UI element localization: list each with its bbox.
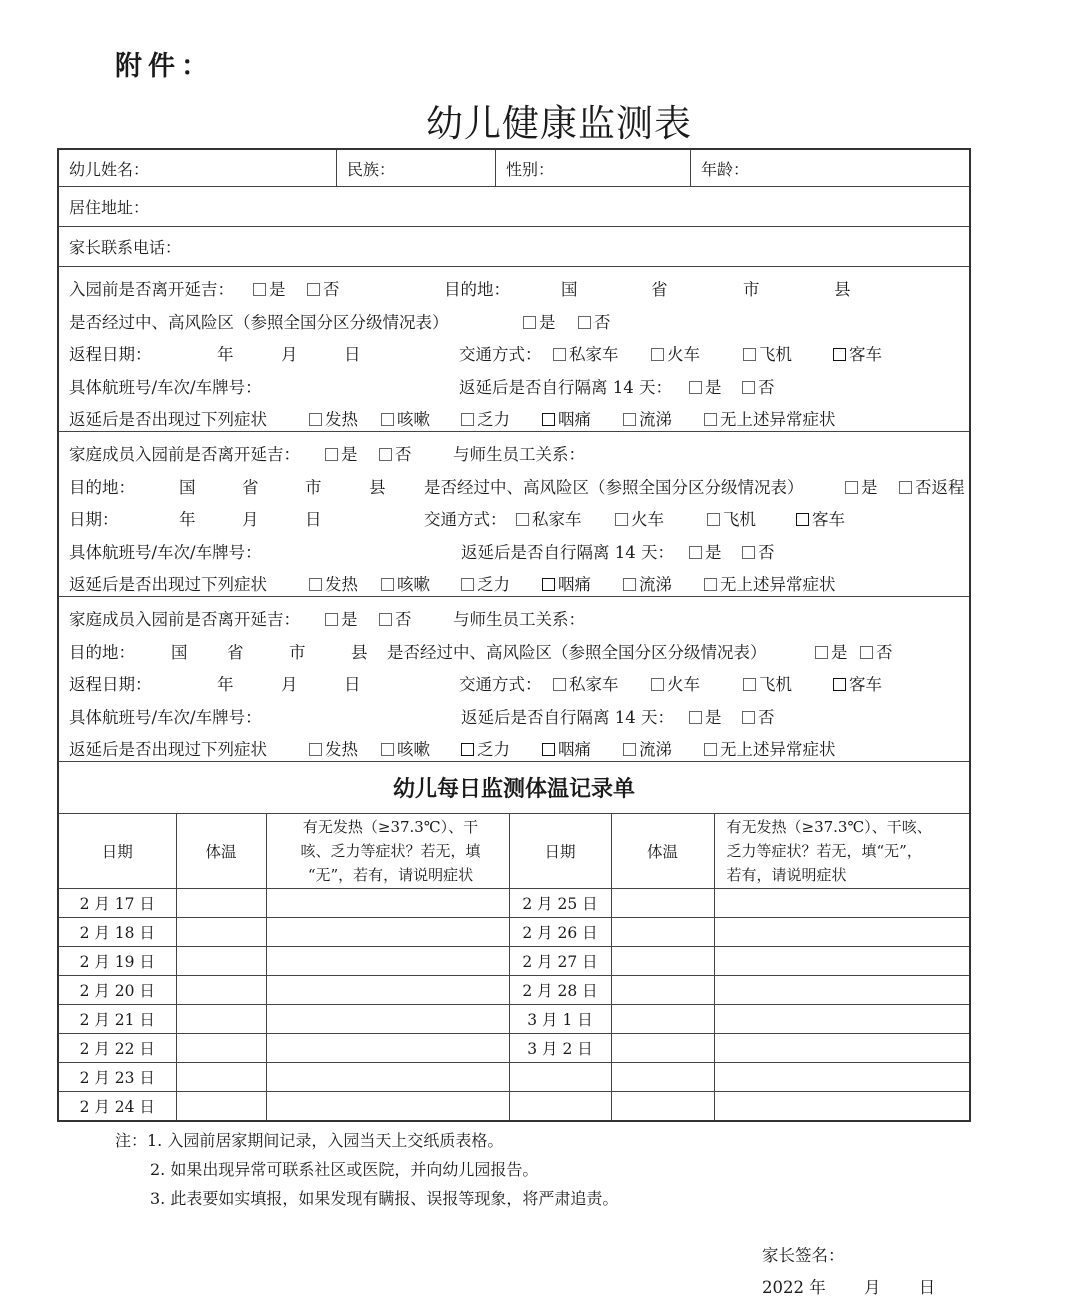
date-cell: 2 月 26 日 (509, 918, 611, 947)
family-travel-section-1: 家庭成员入园前是否离开延吉： 是 否 与师生员工关系： 目的地： 国 省 市 县 是否经过中、高风险区（参照全国分区分级情况表） 是 否返程 日期： 年 月 日 交通方式： 私家车 火车 飞机 客车 具体航班号/车次/车牌号： 返延后是否自行隔离 14 天： 是 否 返延后是否出现过下列症状 发热 咳嗽 乏力 咽痛 流涕 无上述异常症状 (59, 432, 969, 597)
note-item: 3. 此表要如实填报，如果发现有瞒报、误报等现象，将严肃追责。 (150, 1189, 619, 1208)
temp-input[interactable] (176, 918, 266, 947)
risk-yes-checkbox[interactable]: 是 (523, 309, 556, 333)
fam1-symptom-cough-checkbox[interactable]: 咳嗽 (381, 571, 430, 595)
table-row (59, 1063, 969, 1092)
symptoms-input[interactable] (714, 889, 969, 918)
symptom-fever-checkbox[interactable]: 发热 (309, 406, 358, 430)
fam2-symptom-fever-checkbox[interactable]: 发热 (309, 736, 358, 760)
temp-input[interactable] (176, 1092, 266, 1121)
child-name-field[interactable]: 幼儿姓名： (59, 150, 337, 186)
fam1-transport-bus-checkbox[interactable]: 客车 (796, 506, 845, 530)
temp-input[interactable] (611, 947, 714, 976)
fam2-symptom-cough-checkbox[interactable]: 咳嗽 (381, 736, 430, 760)
symptom-fatigue-checkbox[interactable]: 乏力 (461, 406, 510, 430)
table-row (59, 1034, 969, 1063)
signature-section (762, 1240, 935, 1304)
temp-input[interactable] (176, 889, 266, 918)
symptoms-input[interactable] (266, 1063, 509, 1092)
left-no-checkbox[interactable]: 否 (307, 276, 340, 300)
date-cell: 2 月 20 日 (59, 976, 176, 1005)
date-cell: 2 月 28 日 (509, 976, 611, 1005)
risk-no-checkbox[interactable]: 否 (578, 309, 611, 333)
temperature-log-title: 幼儿每日监测体温记录单 (59, 762, 969, 814)
transport-plane-checkbox[interactable]: 飞机 (743, 341, 792, 365)
fam2-symptom-fatigue-checkbox[interactable]: 乏力 (461, 736, 510, 760)
symptoms-input[interactable] (714, 1034, 969, 1063)
symptoms-input[interactable] (266, 947, 509, 976)
temp-input[interactable] (611, 889, 714, 918)
fam1-symptom-sorethroat-checkbox[interactable]: 咽痛 (542, 571, 591, 595)
header-temp: 体温 (176, 814, 266, 889)
fam2-quarantine-no-checkbox[interactable]: 否 (742, 704, 775, 728)
table-row (59, 976, 969, 1005)
fam1-quarantine-yes-checkbox[interactable]: 是 (689, 539, 722, 563)
date-cell: 2 月 27 日 (509, 947, 611, 976)
temp-input[interactable] (611, 1063, 714, 1092)
basic-info-row (59, 150, 969, 187)
symptoms-input[interactable] (714, 976, 969, 1005)
fam1-risk-yes-checkbox[interactable]: 是 (845, 474, 878, 498)
fam1-symptom-fever-checkbox[interactable]: 发热 (309, 571, 358, 595)
family-travel-section-2: 家庭成员入园前是否离开延吉： 是 否 与师生员工关系： 目的地： 国 省 市 县 是否经过中、高风险区（参照全国分区分级情况表） 是 否 返程日期： 年 月 日 交通方式： 私家车 火车 飞机 客车 具体航班号/车次/车牌号： 返延后是否自行隔离 14 天： 是 否 返延后是否出现过下列症状 发热 咳嗽 乏力 咽痛 流涕 无上述异常症状 (59, 597, 969, 762)
symptoms-input[interactable] (714, 947, 969, 976)
header-temp: 体温 (611, 814, 714, 889)
date-cell: 2 月 21 日 (59, 1005, 176, 1034)
fam2-risk-yes-checkbox[interactable]: 是 (815, 639, 848, 663)
parent-signature-field[interactable]: 家长签名： (762, 1246, 845, 1265)
temp-input[interactable] (611, 1092, 714, 1121)
symptoms-input[interactable] (266, 1034, 509, 1063)
note-item: 2. 如果出现异常可联系社区或医院，并向幼儿园报告。 (150, 1160, 539, 1179)
quarantine-no-checkbox[interactable]: 否 (742, 374, 775, 398)
note-item: 注：1. 入园前居家期间记录，入园当天上交纸质表格。 (115, 1131, 504, 1150)
fam1-left-no-checkbox[interactable]: 否 (379, 441, 412, 465)
symptoms-input[interactable] (266, 1092, 509, 1121)
header-date: 日期 (509, 814, 611, 889)
date-cell: 2 月 23 日 (59, 1063, 176, 1092)
date-cell: 3 月 1 日 (509, 1005, 611, 1034)
table-row (59, 1005, 969, 1034)
symptoms-input[interactable] (266, 918, 509, 947)
temp-input[interactable] (611, 1005, 714, 1034)
gender-field[interactable]: 性别： (496, 150, 691, 186)
fam2-quarantine-yes-checkbox[interactable]: 是 (689, 704, 722, 728)
fam1-left-yes-checkbox[interactable]: 是 (325, 441, 358, 465)
table-row (59, 947, 969, 976)
notes-section (115, 1126, 618, 1213)
fam2-transport-plane-checkbox[interactable]: 飞机 (743, 671, 792, 695)
temperature-log-table (59, 814, 969, 1120)
fam1-transport-plane-checkbox[interactable]: 飞机 (707, 506, 756, 530)
temp-input[interactable] (176, 976, 266, 1005)
symptoms-input[interactable] (266, 889, 509, 918)
fam2-risk-no-checkbox[interactable]: 否 (860, 639, 893, 663)
date-cell: 2 月 18 日 (59, 918, 176, 947)
date-cell: 2 月 25 日 (509, 889, 611, 918)
table-header-row (59, 814, 969, 889)
date-cell: 2 月 19 日 (59, 947, 176, 976)
child-travel-section: 入园前是否离开延吉： 是 否 目的地： 国 省 市 县 是否经过中、高风险区（参照全国分区分级情况表） 是 否 返程日期： 年 月 日 交通方式： 私家车 火车 飞机 客车 具体航班号/车次/车牌号： 返延后是否自行隔离 14 天： 是 否 返延后是否出现过下列症状 发热 咳嗽 乏力 咽痛 流涕 无上述异常症状 (59, 267, 969, 432)
fam2-transport-train-checkbox[interactable]: 火车 (651, 671, 700, 695)
date-cell: 2 月 24 日 (59, 1092, 176, 1121)
fam1-transport-car-checkbox[interactable]: 私家车 (516, 506, 582, 530)
attachment-label: 附件： (115, 51, 214, 82)
checkbox-icon (307, 283, 320, 296)
transport-train-checkbox[interactable]: 火车 (651, 341, 700, 365)
fam2-transport-bus-checkbox[interactable]: 客车 (833, 671, 882, 695)
fam2-symptom-none-checkbox[interactable]: 无上述异常症状 (704, 736, 836, 760)
fam2-left-no-checkbox[interactable]: 否 (379, 606, 412, 630)
fam2-transport-car-checkbox[interactable]: 私家车 (553, 671, 619, 695)
symptom-runnynose-checkbox[interactable]: 流涕 (623, 406, 672, 430)
symptom-sorethroat-checkbox[interactable]: 咽痛 (542, 406, 591, 430)
fam2-left-yes-checkbox[interactable]: 是 (325, 606, 358, 630)
table-row (59, 1092, 969, 1121)
transport-bus-checkbox[interactable]: 客车 (833, 341, 882, 365)
fam1-symptom-fatigue-checkbox[interactable]: 乏力 (461, 571, 510, 595)
page-title: 幼儿健康监测表 (426, 102, 692, 145)
quarantine-yes-checkbox[interactable]: 是 (689, 374, 722, 398)
age-field[interactable]: 年龄： (701, 159, 750, 179)
date-cell: 2 月 22 日 (59, 1034, 176, 1063)
fam2-symptom-sorethroat-checkbox[interactable]: 咽痛 (542, 736, 591, 760)
transport-car-checkbox[interactable]: 私家车 (553, 341, 619, 365)
symptom-none-checkbox[interactable]: 无上述异常症状 (704, 406, 836, 430)
table-row (59, 889, 969, 918)
ethnicity-field[interactable]: 民族： (337, 150, 496, 186)
checkbox-icon (253, 283, 266, 296)
symptoms-input[interactable] (714, 1063, 969, 1092)
date-cell (509, 1092, 611, 1121)
symptoms-input[interactable] (266, 976, 509, 1005)
date-cell: 3 月 2 日 (509, 1034, 611, 1063)
parent-phone-field[interactable]: 家长联系电话： (59, 227, 969, 267)
symptom-cough-checkbox[interactable]: 咳嗽 (381, 406, 430, 430)
date-cell: 2 月 17 日 (59, 889, 176, 918)
fam1-symptom-runnynose-checkbox[interactable]: 流涕 (623, 571, 672, 595)
temp-input[interactable] (611, 976, 714, 1005)
header-date: 日期 (59, 814, 176, 889)
temp-input[interactable] (611, 918, 714, 947)
header-symptoms: 有无发热（≥37.3℃）、干 咳、乏力等症状？若无，填 “无”，若有，请说明症状 (266, 814, 509, 889)
symptoms-input[interactable] (714, 1005, 969, 1034)
temp-input[interactable] (176, 947, 266, 976)
temp-input[interactable] (176, 1034, 266, 1063)
symptoms-input[interactable] (714, 1092, 969, 1121)
temp-input[interactable] (176, 1063, 266, 1092)
symptoms-input[interactable] (266, 1005, 509, 1034)
fam1-symptom-none-checkbox[interactable]: 无上述异常症状 (704, 571, 836, 595)
address-field[interactable]: 居住地址： (59, 187, 969, 227)
date-cell (509, 1063, 611, 1092)
fam2-symptom-runnynose-checkbox[interactable]: 流涕 (623, 736, 672, 760)
fam1-quarantine-no-checkbox[interactable]: 否 (742, 539, 775, 563)
fam1-risk-no-checkbox[interactable]: 否返程 (899, 474, 965, 498)
signature-date: 2022 年 月 日 (762, 1278, 936, 1297)
temp-input[interactable] (176, 1005, 266, 1034)
symptoms-input[interactable] (714, 918, 969, 947)
left-yes-checkbox[interactable]: 是 (253, 276, 286, 300)
table-row (59, 918, 969, 947)
header-symptoms: 有无发热（≥37.3℃）、干咳、 乏力等症状？若无，填“无”， 若有，请说明症状 (714, 814, 969, 889)
health-form (57, 148, 971, 1122)
temp-input[interactable] (611, 1034, 714, 1063)
fam1-transport-train-checkbox[interactable]: 火车 (615, 506, 664, 530)
